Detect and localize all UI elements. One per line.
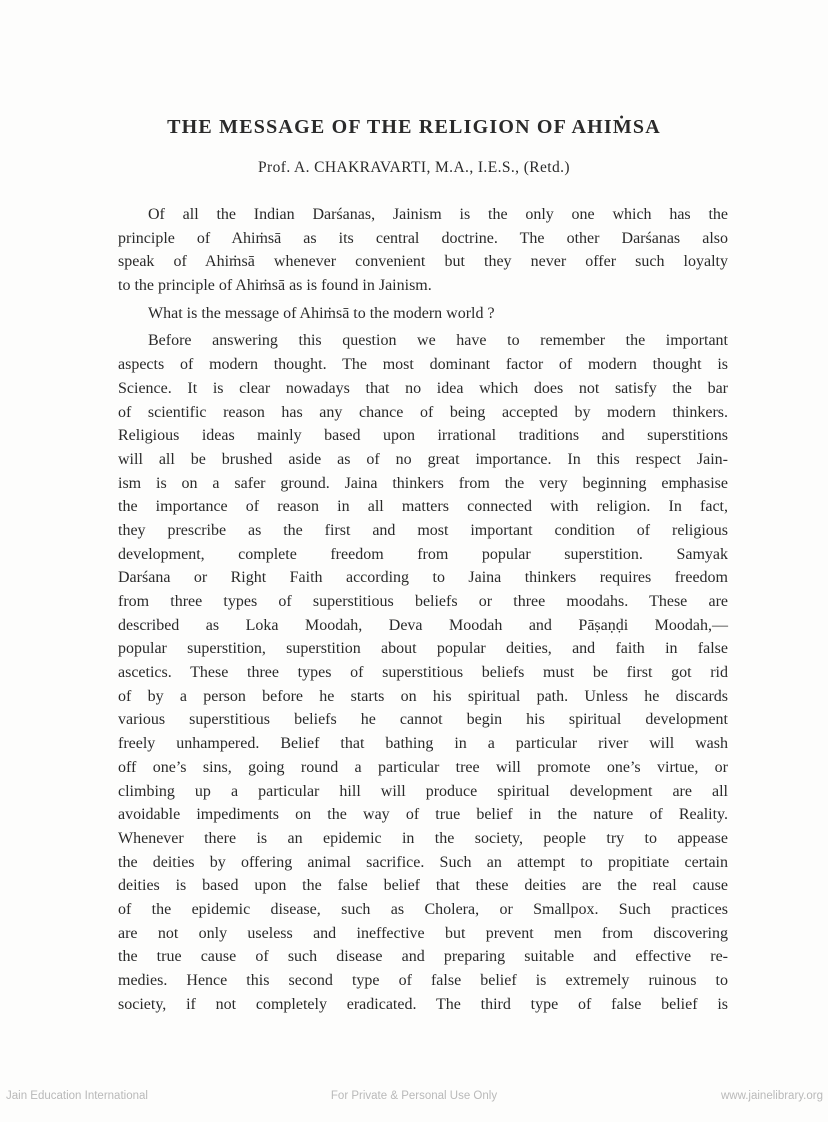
- text-line: freely unhampered. Belief that bathing in a particular river will wash: [118, 735, 728, 753]
- text-line: Of all the Indian Darśanas, Jainism is the only one which has the: [148, 206, 728, 223]
- text-line: Religious ideas mainly based upon irrational traditions and superstitions: [118, 427, 728, 445]
- paragraph: [118, 203, 728, 298]
- scan-footer: [0, 1090, 828, 1106]
- paragraph: [118, 329, 728, 1016]
- text-line: Darśana or Right Faith according to Jaina thinkers requires freedom: [118, 569, 728, 587]
- author-byline: Prof. A. CHAKRAVARTI, M.A., I.E.S., (Retd.): [258, 159, 570, 176]
- footer-website: www.jainelibrary.org: [720, 1090, 823, 1102]
- text-line: the importance of reason in all matters connected with religion. In fact,: [118, 498, 728, 516]
- text-line: various superstitious beliefs he cannot begin his spiritual development: [118, 711, 728, 729]
- text-line: avoidable impediments on the way of true belief in the nature of Reality.: [118, 806, 728, 824]
- text-line: they prescribe as the first and most important condition of religious: [118, 521, 728, 539]
- text-line: of the epidemic disease, such as Cholera, or Smallpox. Such practices: [118, 900, 728, 918]
- text-line: of scientific reason has any chance of being accepted by modern thinkers.: [118, 403, 728, 421]
- footer-publisher: Jain Education International: [6, 1090, 148, 1102]
- text-line: to the principle of Ahiṁsā as is found in Jainism.: [118, 277, 432, 295]
- text-line: the deities by offering animal sacrifice. Such an attempt to propitiate certain: [118, 853, 728, 871]
- text-line: deities is based upon the false belief that these deities are the real cause: [118, 877, 728, 895]
- text-line: speak of Ahiṁsā whenever convenient but they never offer such loyalty: [118, 253, 728, 271]
- text-line: are not only useless and ineffective but prevent men from discovering: [118, 924, 728, 942]
- text-line: described as Loka Moodah, Deva Moodah and Pāṣaṇḍi Moodah,—: [118, 616, 728, 634]
- text-line: aspects of modern thought. The most dominant factor of modern thought is: [118, 356, 728, 374]
- text-line: Science. It is clear nowadays that no idea which does not satisfy the bar: [118, 379, 728, 397]
- footer-usage-notice: For Private & Personal Use Only: [330, 1090, 498, 1102]
- text-line: society, if not completely eradicated. The third type of false belief is: [118, 995, 728, 1013]
- text-line: medies. Hence this second type of false belief is extremely ruinous to: [118, 972, 728, 989]
- text-line: from three types of superstitious beliefs or three moodahs. These are: [118, 593, 728, 610]
- text-line: will all be brushed aside as of no great importance. In this respect Jain-: [118, 450, 728, 468]
- text-line: the true cause of such disease and preparing suitable and effective re-: [118, 948, 728, 966]
- paragraph: [118, 302, 728, 326]
- text-line: principle of Ahiṁsā as its central doctrine. The other Darśanas also: [118, 229, 728, 247]
- text-line: popular superstition, superstition about popular deities, and faith in false: [118, 640, 728, 658]
- text-line: ism is on a safer ground. Jaina thinkers from the very beginning emphasise: [118, 474, 728, 492]
- text-line: What is the message of Ahiṁsā to the modern world ?: [148, 304, 495, 322]
- page-title: THE MESSAGE OF THE RELIGION OF AHIṀSA: [167, 116, 661, 138]
- text-line: of by a person before he starts on his spiritual path. Unless he discards: [118, 687, 728, 705]
- text-line: off one’s sins, going round a particular tree will promote one’s virtue, or: [118, 758, 728, 776]
- article-body: [118, 203, 728, 1020]
- text-line: climbing up a particular hill will produce spiritual development are all: [118, 782, 728, 800]
- text-line: Before answering this question we have to remember the important: [148, 332, 728, 350]
- text-line: Whenever there is an epidemic in the society, people try to appease: [118, 829, 728, 847]
- text-line: development, complete freedom from popular superstition. Samyak: [118, 545, 728, 563]
- text-line: ascetics. These three types of superstitious beliefs must be first got rid: [118, 664, 728, 682]
